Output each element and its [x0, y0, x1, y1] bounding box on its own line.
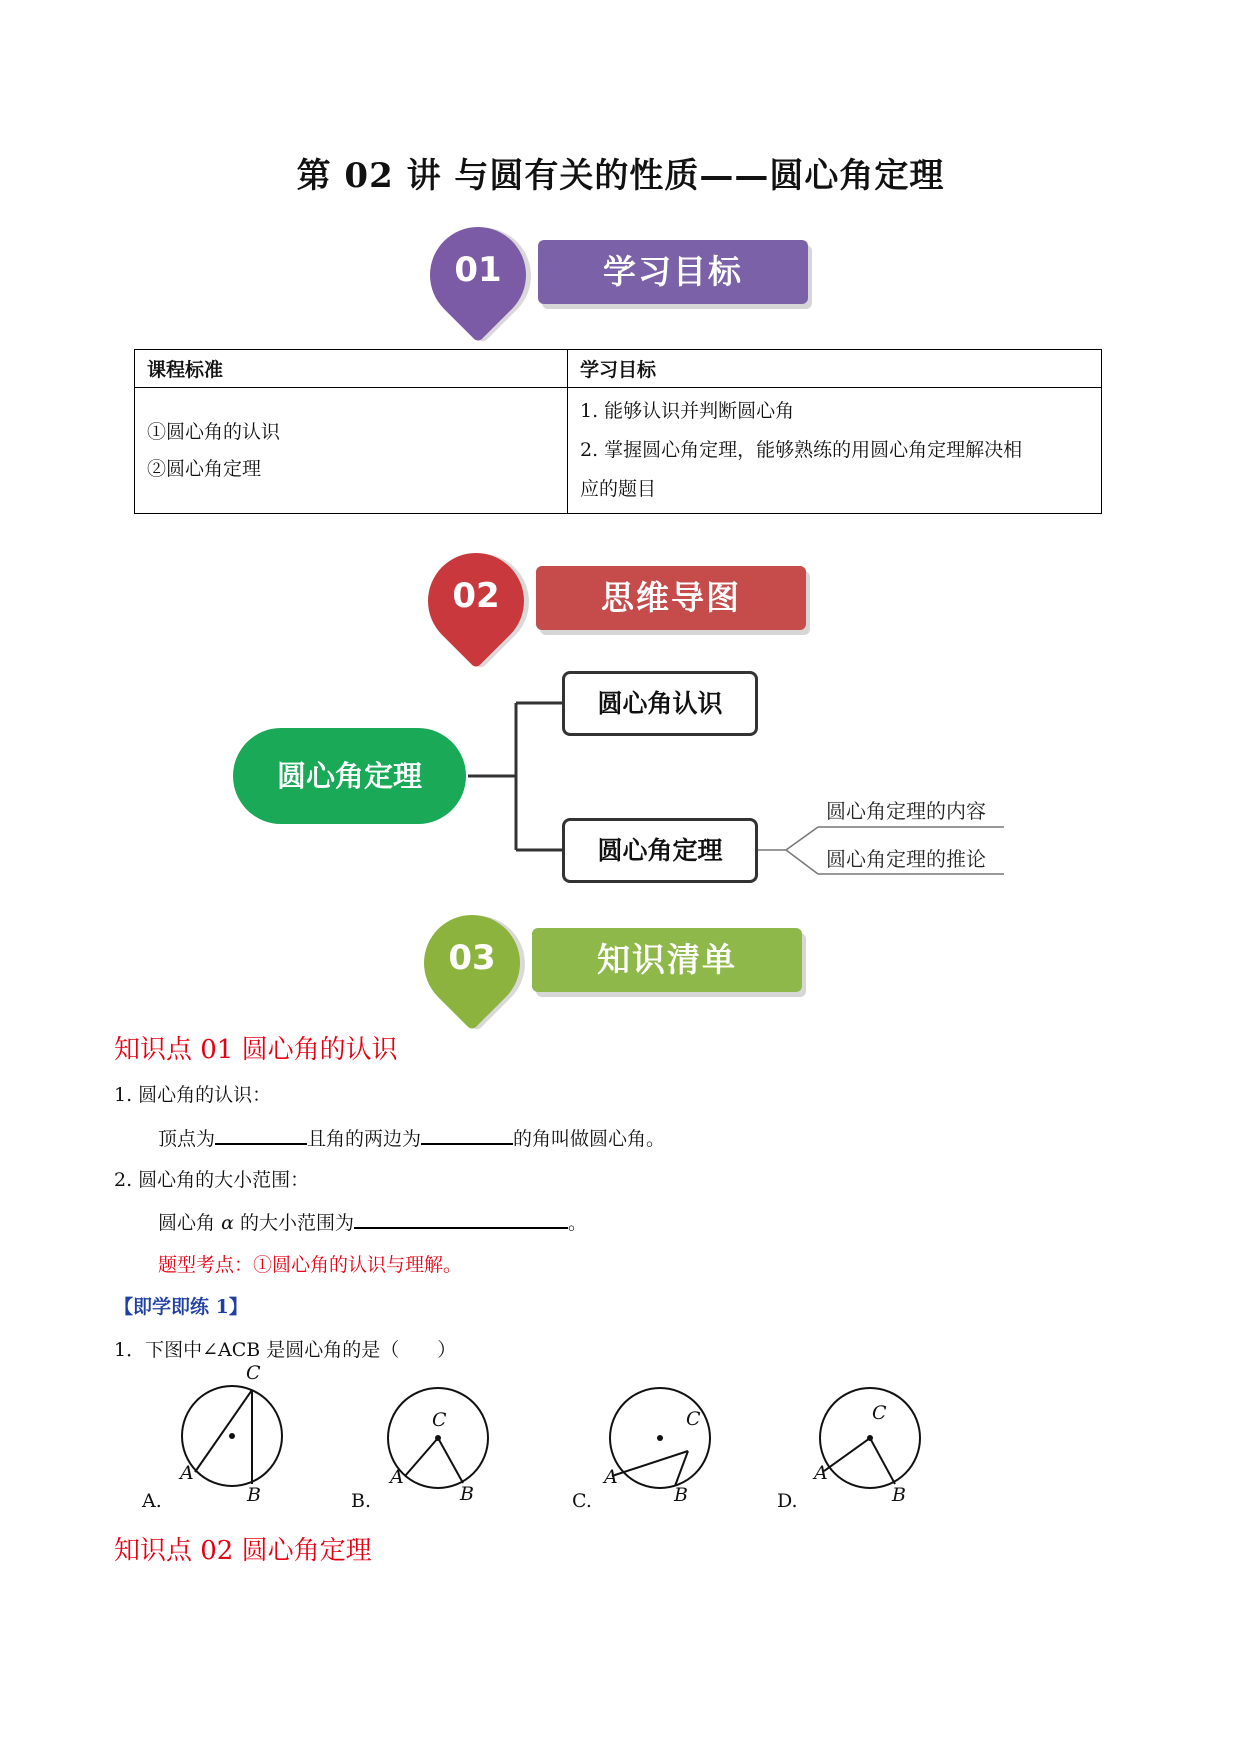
point-label-b: B: [460, 1483, 474, 1505]
text: 圆心角: [158, 1212, 216, 1234]
section-label: 思维导图: [536, 566, 806, 630]
question-1: 1．下图中∠ACB 是圆心角的是（ ）: [114, 1339, 457, 1361]
table-header-goal: 学习目标: [568, 350, 1102, 388]
option-c-label[interactable]: C.: [572, 1490, 592, 1512]
point-label-c: C: [432, 1409, 447, 1431]
mindmap-branch-recognition: 圆心角认识: [562, 671, 758, 736]
goal-item: 1. 能够认识并判断圆心角: [580, 400, 795, 422]
alpha-symbol: α: [221, 1212, 234, 1234]
point-label-b: B: [674, 1484, 688, 1506]
point-label-c: C: [246, 1362, 261, 1384]
point-label-b: B: [247, 1484, 261, 1506]
table-header-standard: 课程标准: [135, 350, 568, 388]
kp1-item-2: 2. 圆心角的大小范围：: [114, 1169, 310, 1191]
text: 。: [567, 1212, 587, 1234]
mindmap-sub-content: 圆心角定理的内容: [826, 799, 986, 823]
knowledge-point-02-heading: 知识点 02 圆心角定理: [114, 1536, 372, 1566]
exam-point-note: 题型考点：①圆心角的认识与理解。: [158, 1254, 463, 1276]
goal-item: 2. 掌握圆心角定理，能够熟练的用圆心角定理解决相: [580, 439, 1023, 461]
text: 且角的两边为: [307, 1128, 422, 1150]
section-label: 学习目标: [538, 240, 808, 304]
goal-item: 应的题目: [580, 478, 657, 500]
section-label: 知识清单: [532, 928, 802, 992]
page-title: 第 02 讲 与圆有关的性质——圆心角定理: [296, 156, 945, 196]
point-label-c: C: [686, 1408, 701, 1430]
option-d-label[interactable]: D.: [777, 1490, 798, 1512]
option-b-label[interactable]: B.: [351, 1490, 372, 1512]
option-a-label[interactable]: A.: [142, 1490, 162, 1512]
mindmap-sub-corollary: 圆心角定理的推论: [826, 847, 986, 871]
point-label-c: C: [872, 1402, 887, 1424]
point-label-a: A: [604, 1466, 618, 1488]
text: 的角叫做圆心角。: [513, 1128, 666, 1150]
text: 顶点为: [158, 1128, 216, 1150]
practice-heading: 【即学即练 1】: [114, 1296, 248, 1318]
point-label-a: A: [390, 1466, 404, 1488]
knowledge-point-01-heading: 知识点 01 圆心角的认识: [114, 1035, 398, 1065]
kp1-item-1: 1. 圆心角的认识：: [114, 1084, 272, 1106]
text: 的大小范围为: [239, 1212, 354, 1234]
point-label-b: B: [892, 1484, 906, 1506]
mindmap-root: 圆心角定理: [233, 728, 466, 824]
standard-item: ②圆心角定理: [147, 457, 262, 480]
section-number: 01: [454, 250, 502, 290]
section-number: 02: [452, 576, 500, 616]
point-label-a: A: [180, 1462, 194, 1484]
section-number: 03: [448, 938, 496, 978]
mindmap-branch-theorem: 圆心角定理: [562, 818, 758, 883]
point-label-a: A: [814, 1462, 828, 1484]
standard-item: ①圆心角的认识: [147, 420, 281, 443]
